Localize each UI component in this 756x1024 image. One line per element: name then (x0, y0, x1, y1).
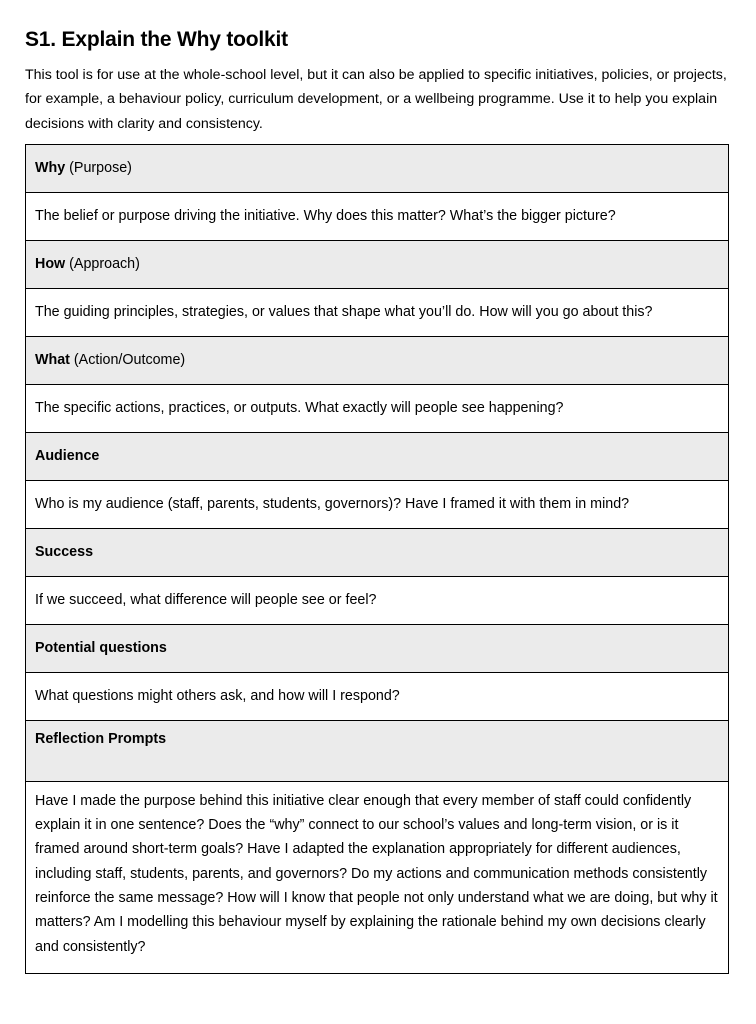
heading-label: Success (35, 544, 94, 561)
heading-suffix: (Approach) (65, 256, 140, 273)
table-cell-heading (26, 144, 729, 192)
table-cell-heading (26, 240, 729, 288)
page-title: S1. Explain the Why toolkit (25, 28, 288, 51)
table-row-why-heading (26, 144, 729, 192)
toolkit-table (25, 144, 729, 974)
table-row-why-text (26, 192, 729, 240)
heading-label: Reflection Prompts (35, 730, 167, 747)
table-cell-text: What questions might others ask, and how will I respond? (26, 672, 729, 720)
heading-label: Potential questions (35, 640, 167, 657)
table-row-what-text (26, 384, 729, 432)
table-row-questions-heading (26, 624, 729, 672)
heading-label: How (35, 256, 66, 273)
table-row-success-text (26, 576, 729, 624)
table-row-what-heading (26, 336, 729, 384)
table-cell-text: The belief or purpose driving the initiative. Why does this matter? What’s the bigger picture? (26, 192, 729, 240)
table-cell-heading (26, 720, 729, 781)
table-cell-text: Have I made the purpose behind this initiative clear enough that every member of staff could confidently explain it in one sentence? Does the “why” connect to our school’s values and long-term vision, or is it framed around short-term goals? Have I adapted the explanation appropriately for different audiences, including staff, students, parents, and governors? Do my actions and communication methods consistently reinforce the same message? How will I know that people not only understand what we are doing, but why it matters? Am I modelling this behaviour myself by explaining the rationale behind my own decisions clearly and consistently? (26, 781, 729, 973)
heading-label: What (35, 352, 70, 369)
table-cell-text: The specific actions, practices, or outputs. What exactly will people see happening? (26, 384, 729, 432)
table-row-reflection-text (26, 781, 729, 973)
table-cell-text: Who is my audience (staff, parents, students, governors)? Have I framed it with them in mind? (26, 480, 729, 528)
table-row-questions-text (26, 672, 729, 720)
document-page (25, 0, 729, 974)
heading-suffix: (Action/Outcome) (69, 352, 186, 369)
table-cell-text: If we succeed, what difference will people see or feel? (26, 576, 729, 624)
intro-paragraph: This tool is for use at the whole-school level, but it can also be applied to specific initiatives, policies, or projects, for example, a behaviour policy, curriculum development, or a wellbeing programme. Use it to help you explain decisions with clarity and consistency. (25, 67, 727, 132)
table-cell-heading (26, 432, 729, 480)
heading-label: Why (35, 160, 66, 177)
table-cell-heading (26, 624, 729, 672)
heading-label: Audience (35, 448, 100, 465)
table-row-success-heading (26, 528, 729, 576)
table-cell-heading (26, 336, 729, 384)
table-row-audience-text (26, 480, 729, 528)
table-cell-text: The guiding principles, strategies, or values that shape what you’ll do. How will you go about this? (26, 288, 729, 336)
heading-suffix: (Purpose) (65, 160, 132, 177)
table-row-how-text (26, 288, 729, 336)
table-cell-heading (26, 528, 729, 576)
table-row-how-heading (26, 240, 729, 288)
table-row-audience-heading (26, 432, 729, 480)
table-row-reflection-heading (26, 720, 729, 781)
